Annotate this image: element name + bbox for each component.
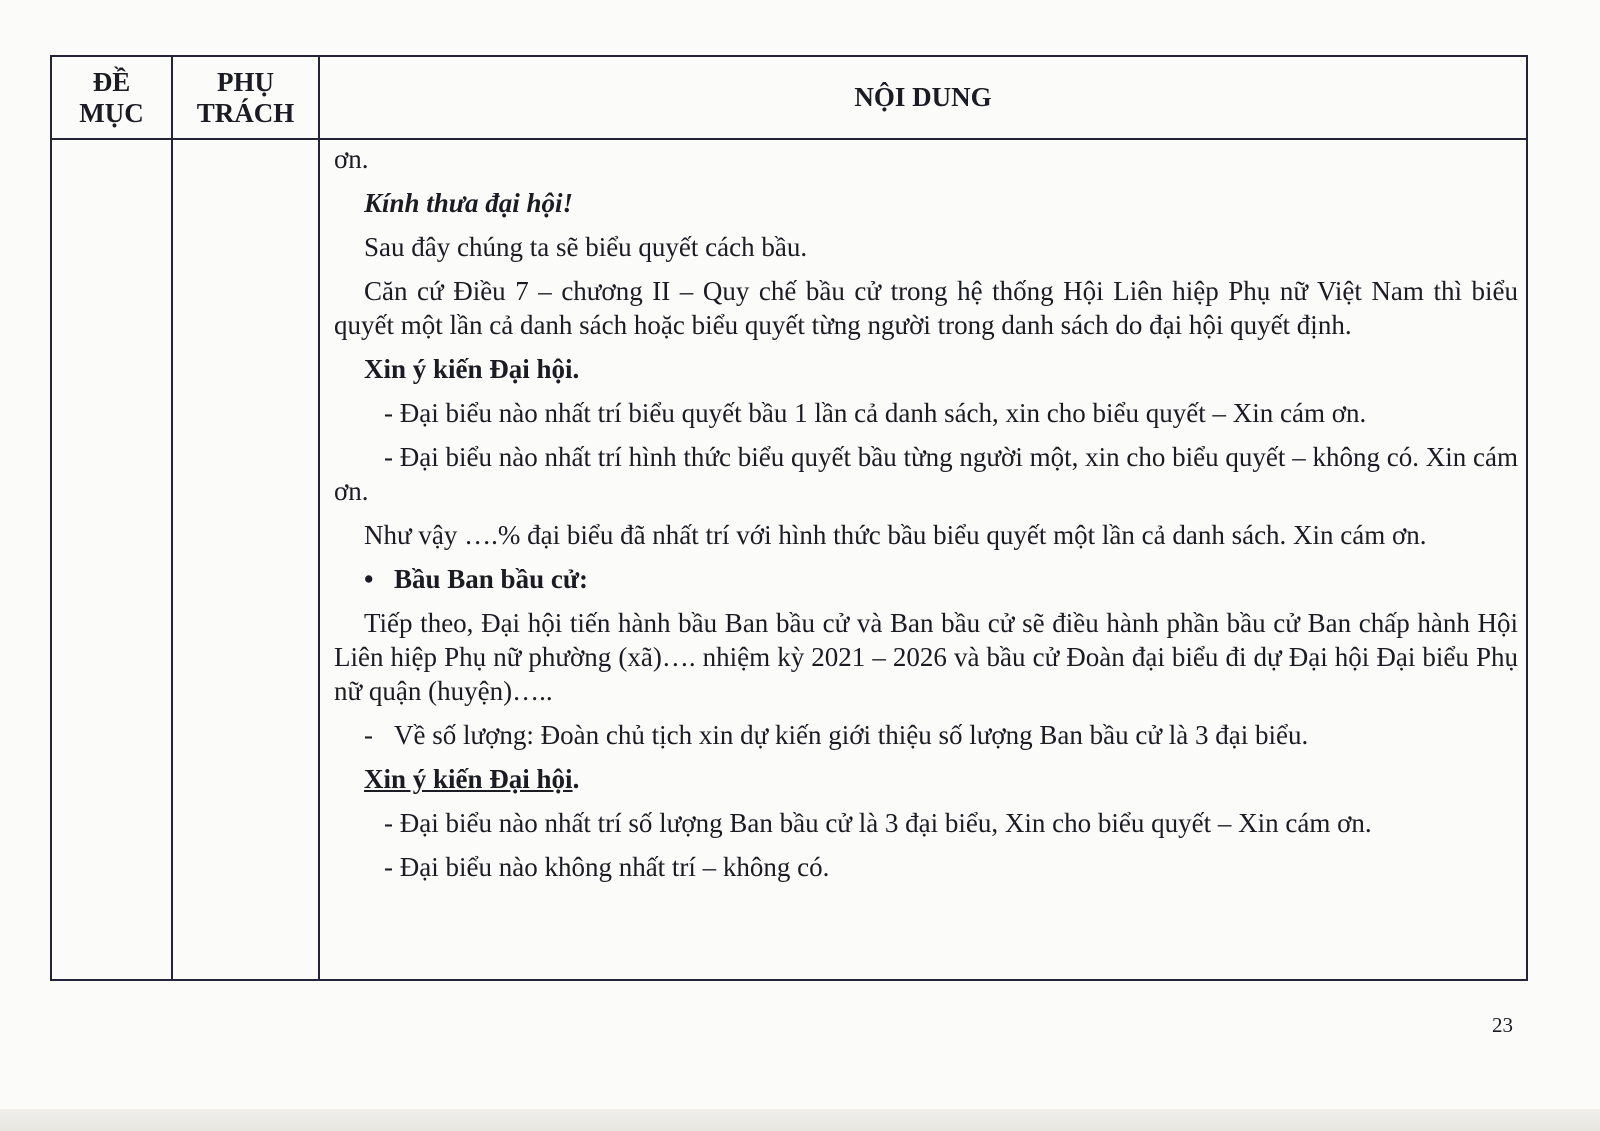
- header-noi-dung: [320, 57, 1526, 138]
- list-item: - Đại biểu nào không nhất trí – không có.: [384, 852, 830, 882]
- scan-edge: [0, 1109, 1600, 1131]
- header-de-muc-line2: MỤC: [79, 97, 144, 128]
- header-phu-trach-line1: PHỤ: [216, 66, 274, 97]
- paragraph: Căn cứ Điều 7 – chương II – Quy chế bầu cử trong hệ thống Hội Liên hiệp Phụ nữ Việt Nam thì biểu quyết một lần cả danh sách hoặc biểu quyết từng người trong danh sách do đại hội quyết định.: [334, 276, 1518, 340]
- subheading: Xin ý kiến Đại hội.: [364, 354, 580, 384]
- content-table: [50, 55, 1528, 981]
- subheading-underlined: Xin ý kiến Đại hội: [364, 764, 573, 794]
- content-cell: [320, 139, 1518, 979]
- list-item: - Đại biểu nào nhất trí biểu quyết bầu 1 lần cả danh sách, xin cho biểu quyết – Xin cám ơn.: [384, 398, 1367, 428]
- column-divider: [171, 57, 173, 979]
- list-item: [334, 718, 1518, 752]
- greeting: Kính thưa đại hội!: [364, 188, 574, 218]
- paragraph: Tiếp theo, Đại hội tiến hành bầu Ban bầu cử và Ban bầu cử sẽ điều hành phần bầu cử Ban chấp hành Hội Liên hiệp Phụ nữ phường (xã)…. nhiệm kỳ 2021 – 2026 và bầu cử Đoàn đại biểu đi dự Đại hội Đại biểu Phụ nữ quận (huyện)…..: [334, 608, 1518, 706]
- section-heading-text: Bầu Ban bầu cử:: [394, 564, 589, 594]
- paragraph: Như vậy ….% đại biểu đã nhất trí với hình thức bầu biểu quyết một lần cả danh sách. Xin cám ơn.: [364, 520, 1427, 550]
- header-noi-dung-label: NỘI DUNG: [854, 82, 992, 112]
- subheading: [334, 762, 1518, 796]
- section-heading: [334, 562, 1518, 596]
- list-item-text: Về số lượng: Đoàn chủ tịch xin dự kiến giới thiệu số lượng Ban bầu cử là 3 đại biểu.: [394, 720, 1309, 750]
- paragraph-continuation: ơn.: [334, 144, 369, 174]
- list-item: - Đại biểu nào nhất trí số lượng Ban bầu cử là 3 đại biểu, Xin cho biểu quyết – Xin cám ơn.: [384, 808, 1372, 838]
- page-number: 23: [1492, 1013, 1513, 1037]
- header-phu-trach: [173, 57, 318, 138]
- dash-marker: -: [364, 720, 373, 750]
- subheading-period: .: [572, 764, 580, 794]
- paragraph: Sau đây chúng ta sẽ biểu quyết cách bầu.: [364, 232, 808, 262]
- header-de-muc: [52, 57, 171, 138]
- header-phu-trach-line2: TRÁCH: [196, 97, 295, 128]
- bullet-icon: •: [364, 564, 374, 594]
- header-de-muc-line1: ĐỀ: [92, 66, 131, 97]
- list-item: - Đại biểu nào nhất trí hình thức biểu quyết bầu từng người một, xin cho biểu quyết – không có. Xin cám ơn.: [334, 442, 1518, 506]
